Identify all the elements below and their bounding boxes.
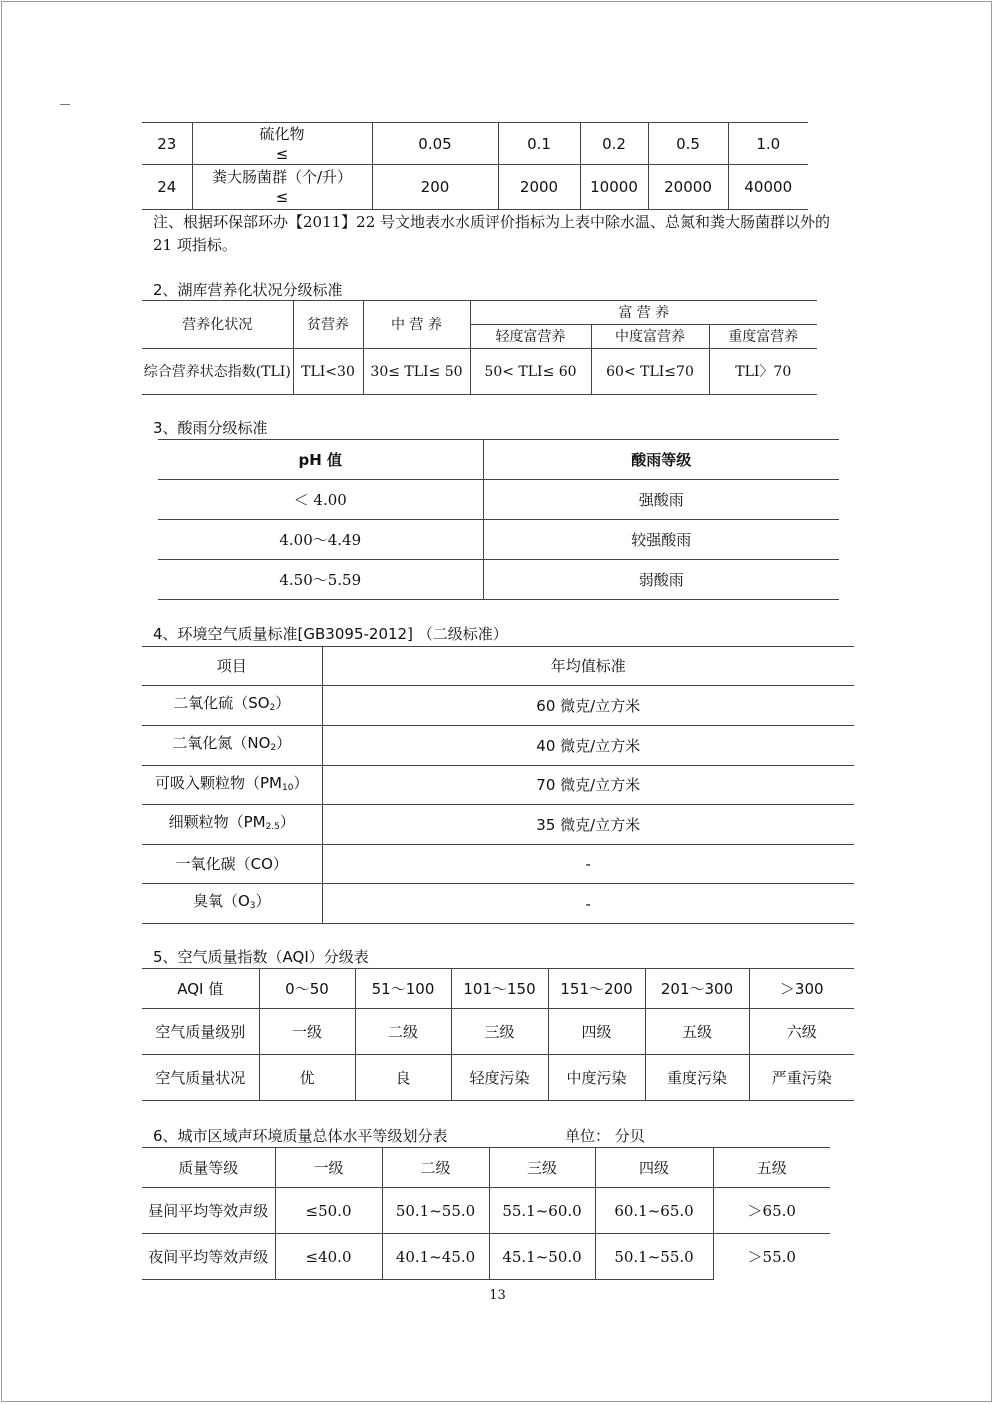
header-cell: 四级 <box>595 1148 713 1188</box>
table-row <box>142 1234 830 1280</box>
acid-rain-table <box>158 439 839 600</box>
header-standard: 年均值标准 <box>322 647 854 686</box>
item-subscript: 2.5 <box>265 822 280 832</box>
table-row <box>142 884 854 924</box>
indicator-label: 粪大肠菌群（个/升） <box>211 168 353 186</box>
standard-cell: 60 微克/立方米 <box>322 686 854 726</box>
value-cell: 0.05 <box>372 123 498 165</box>
row-label: 综合营养状态指数(TLI) <box>142 349 293 395</box>
item-label: 一氧化碳（CO） <box>175 855 288 873</box>
level-cell: 一级 <box>259 1009 355 1055</box>
standard-cell: 35 微克/立方米 <box>322 805 854 845</box>
level-cell: 弱酸雨 <box>483 560 839 600</box>
row-label: 昼间平均等效声级 <box>142 1188 275 1234</box>
table-row <box>142 726 854 766</box>
status-cell: 重度污染 <box>645 1055 749 1101</box>
value-cell: 40000 <box>728 165 808 210</box>
value-cell: 10000 <box>580 165 648 210</box>
row-label: 夜间平均等效声级 <box>142 1234 275 1280</box>
item-cell <box>142 884 322 924</box>
item-close: ） <box>279 813 295 831</box>
table-row <box>142 805 854 845</box>
header-cell: 二级 <box>382 1148 489 1188</box>
table-row <box>142 845 854 884</box>
aqi-cell: 201～300 <box>645 969 749 1009</box>
item-label: 二氧化氮（NO <box>172 734 271 752</box>
status-cell: 优 <box>259 1055 355 1101</box>
item-label: 二氧化硫（SO <box>173 694 270 712</box>
value-cell: 50< TLI≤ 60 <box>470 349 591 395</box>
header-light-rich: 轻度富营养 <box>470 325 591 349</box>
value-cell: 20000 <box>648 165 728 210</box>
item-close: ） <box>255 892 271 910</box>
aqi-cell: 51～100 <box>355 969 451 1009</box>
value-cell: 200 <box>372 165 498 210</box>
value-cell: ＞65.0 <box>713 1188 830 1234</box>
header-medium-rich: 中度富营养 <box>591 325 709 349</box>
table-row <box>158 560 839 600</box>
value-cell: 60< TLI≤70 <box>591 349 709 395</box>
aqi-cell: ＞300 <box>749 969 854 1009</box>
level-cell: 六级 <box>749 1009 854 1055</box>
indicator-name <box>192 123 372 165</box>
item-subscript: 3 <box>249 901 256 911</box>
standard-cell: 70 微克/立方米 <box>322 766 854 805</box>
row-label: 空气质量状况 <box>142 1055 259 1101</box>
header-cell: 三级 <box>489 1148 595 1188</box>
item-cell <box>142 805 322 845</box>
indicator-sign: ≤ <box>275 188 289 206</box>
indicator-name <box>192 165 372 210</box>
level-cell: 较强酸雨 <box>483 520 839 560</box>
ph-cell: 4.00～4.49 <box>158 520 483 560</box>
header-cell: 五级 <box>713 1148 830 1188</box>
status-cell: 严重污染 <box>749 1055 854 1101</box>
air-quality-standard-table <box>142 646 854 924</box>
noise-level-table <box>142 1147 830 1280</box>
page-number: 13 <box>489 1288 506 1303</box>
table-row <box>142 686 854 726</box>
value-cell: TLI〉70 <box>709 349 817 395</box>
level-cell: 五级 <box>645 1009 749 1055</box>
aqi-cell: 0～50 <box>259 969 355 1009</box>
standard-cell: - <box>322 884 854 924</box>
indicator-sign: ≤ <box>275 144 289 163</box>
ph-cell: ＜ 4.00 <box>158 480 483 520</box>
value-cell: 60.1~65.0 <box>595 1188 713 1234</box>
item-close: ） <box>276 734 292 752</box>
header-status: 营养化状况 <box>142 301 293 349</box>
level-cell: 四级 <box>548 1009 645 1055</box>
item-label: 可吸入颗粒物（PM <box>155 773 283 792</box>
level-cell: 二级 <box>355 1009 451 1055</box>
header-rich: 富 营 养 <box>470 301 817 325</box>
value-cell: 0.5 <box>648 123 728 165</box>
section-heading: 2、湖库营养化状况分级标准 <box>153 281 343 299</box>
table-note: 注、根据环保部环办【2011】22 号文地表水水质评价指标为上表中除水温、总氮和粪大肠菌群以外的 21 项指标。 <box>153 213 831 254</box>
header-heavy-rich: 重度富营养 <box>709 325 817 349</box>
status-cell: 良 <box>355 1055 451 1101</box>
item-close: ） <box>275 694 291 712</box>
header-item: 项目 <box>142 647 322 686</box>
value-cell: 1.0 <box>728 123 808 165</box>
item-cell <box>142 686 322 726</box>
aqi-cell: 101～150 <box>451 969 548 1009</box>
section-heading: 3、酸雨分级标准 <box>153 419 268 437</box>
table-row <box>142 969 854 1009</box>
item-label: 细颗粒物（PM <box>168 813 266 831</box>
value-cell: 45.1~50.0 <box>489 1234 595 1280</box>
header-poor: 贫营养 <box>293 301 363 349</box>
unit-label: 单位： 分贝 <box>565 1127 645 1145</box>
table-row <box>142 1148 830 1188</box>
level-cell: 三级 <box>451 1009 548 1055</box>
section-heading: 6、城市区域声环境质量总体水平等级划分表 <box>153 1127 448 1145</box>
header-cell: 一级 <box>275 1148 382 1188</box>
header-mid: 中 营 养 <box>363 301 470 349</box>
value-cell: ≤50.0 <box>275 1188 382 1234</box>
value-cell: ≤40.0 <box>275 1234 382 1280</box>
status-cell: 轻度污染 <box>451 1055 548 1101</box>
value-cell: 0.1 <box>498 123 580 165</box>
table-row <box>158 480 839 520</box>
header-ph: pH 值 <box>158 440 483 480</box>
item-close: ） <box>293 773 309 792</box>
row-label: AQI 值 <box>142 969 259 1009</box>
table-row <box>142 1188 830 1234</box>
water-quality-table <box>142 122 808 210</box>
table-row <box>142 1055 854 1101</box>
value-cell: 50.1~55.0 <box>382 1188 489 1234</box>
value-cell: 0.2 <box>580 123 648 165</box>
header-mark <box>60 104 70 105</box>
table-row <box>142 766 854 805</box>
section-heading: 4、环境空气质量标准[GB3095-2012] （二级标准） <box>153 625 508 643</box>
item-subscript: 10 <box>282 782 294 793</box>
value-cell: TLI<30 <box>293 349 363 395</box>
item-subscript: 2 <box>270 743 277 753</box>
indicator-label: 硫化物 <box>259 124 305 143</box>
aqi-cell: 151～200 <box>548 969 645 1009</box>
value-cell: 55.1~60.0 <box>489 1188 595 1234</box>
value-cell: 2000 <box>498 165 580 210</box>
value-cell: 40.1~45.0 <box>382 1234 489 1280</box>
row-number: 23 <box>142 123 192 165</box>
aqi-table <box>142 968 854 1101</box>
value-cell: 30≤ TLI≤ 50 <box>363 349 470 395</box>
item-cell <box>142 726 322 766</box>
value-cell: ＞55.0 <box>747 1247 796 1266</box>
table-row <box>142 1009 854 1055</box>
eutrophication-table <box>142 300 817 395</box>
item-cell <box>142 845 322 884</box>
table-row <box>142 123 808 165</box>
row-label: 空气质量级别 <box>142 1009 259 1055</box>
table-row <box>158 520 839 560</box>
item-cell <box>142 766 322 805</box>
status-cell: 中度污染 <box>548 1055 645 1101</box>
header-level: 酸雨等级 <box>483 440 839 480</box>
row-number: 24 <box>142 165 192 210</box>
standard-cell: 40 微克/立方米 <box>322 726 854 766</box>
header-cell: 质量等级 <box>142 1148 275 1188</box>
ph-cell: 4.50～5.59 <box>158 560 483 600</box>
item-subscript: 2 <box>269 703 276 713</box>
level-cell: 强酸雨 <box>483 480 839 520</box>
standard-cell: - <box>322 845 854 884</box>
section-heading: 5、空气质量指数（AQI）分级表 <box>153 948 369 966</box>
item-label: 臭氧（O <box>192 892 250 910</box>
table-row <box>142 165 808 210</box>
table-row <box>142 349 817 395</box>
value-cell: 50.1~55.0 <box>595 1234 713 1280</box>
